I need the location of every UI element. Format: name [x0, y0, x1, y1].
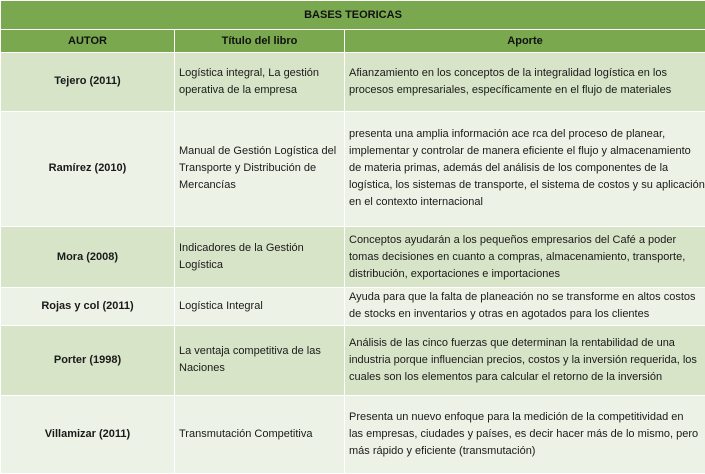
cell-aporte [345, 287, 705, 325]
cell-aporte [345, 326, 705, 396]
cell-autor: Rojas y col (2011) [1, 287, 175, 325]
aporte-line: tomas decisiones en cuanto a compras, almacenamiento, transporte, [349, 250, 686, 263]
aporte-line: procesos empresariales, específicamente en el flujo de materiales [349, 83, 672, 96]
cell-autor: Tejero (2011) [1, 53, 175, 112]
aporte-line: de materia primas, además del análisis de los componentes de la [349, 162, 669, 175]
aporte-line: Conceptos ayudarán a los pequeños empresarios del Café a poder [349, 233, 677, 246]
table-row [1, 53, 705, 112]
table-row [1, 395, 705, 473]
cell-autor: Ramírez (2010) [1, 111, 175, 226]
cell-autor: Porter (1998) [1, 326, 175, 396]
cell-aporte [345, 111, 705, 226]
cell-aporte [345, 53, 705, 112]
aporte-line: implementar y controlar de manera eficiente el flujo y almacenamiento [349, 145, 691, 158]
cell-autor: Mora (2008) [1, 227, 175, 288]
header-aporte: Aporte [345, 30, 705, 53]
cell-titulo: Logística integral, La gestión operativa de la empresa [175, 53, 345, 112]
table-row [1, 326, 705, 396]
aporte-line: presenta una amplia información ace rca del proceso de planear, [349, 128, 666, 141]
aporte-line: industria porque influencian precios, costos y la inversión requerida, los [349, 353, 697, 366]
aporte-line: logística, los sistemas de transporte, el sistema de costos y su aplicación [349, 179, 705, 192]
cell-aporte [345, 227, 705, 288]
table-row [1, 111, 705, 226]
cell-autor: Villamizar (2011) [1, 395, 175, 473]
cell-titulo: Transmutación Competitiva [175, 395, 345, 473]
table-row [1, 227, 705, 288]
aporte-line: Afianzamiento en los conceptos de la integralidad logística en los [349, 66, 667, 79]
aporte-line: distribución, exportaciones e importaciones [349, 267, 560, 280]
header-titulo: Título del libro [175, 30, 345, 53]
aporte-line: en el contexto internacional [349, 196, 483, 209]
cell-aporte [345, 395, 705, 473]
cell-titulo: Logística Integral [175, 287, 345, 325]
aporte-line: cuales son los elementos para calcular el retorno de la inversión [349, 370, 663, 383]
cell-titulo: Indicadores de la Gestión Logística [175, 227, 345, 288]
table-title: BASES TEORICAS [1, 1, 705, 30]
aporte-line: Análisis de las cinco fuerzas que determinan la rentabilidad de una [349, 336, 675, 349]
aporte-line: Ayuda para que la falta de planeación no se transforme en altos costos [349, 291, 696, 304]
cell-titulo: La ventaja competitiva de las Naciones [175, 326, 345, 396]
cell-titulo: Manual de Gestión Logística del Transporte y Distribución de Mercancías [175, 111, 345, 226]
aporte-line: de stocks en inventarios y otras en agotados para los clientes [349, 308, 650, 321]
aporte-line: más rápido y eficiente (transmutación) [349, 444, 536, 457]
aporte-line: Presenta un nuevo enfoque para la medición de la competitividad en [349, 410, 684, 423]
aporte-line: las empresas, ciudades y países, es decir hacer más de lo mismo, pero [349, 427, 699, 440]
table-row [1, 287, 705, 325]
header-autor: AUTOR [1, 30, 175, 53]
table-body [1, 53, 705, 474]
